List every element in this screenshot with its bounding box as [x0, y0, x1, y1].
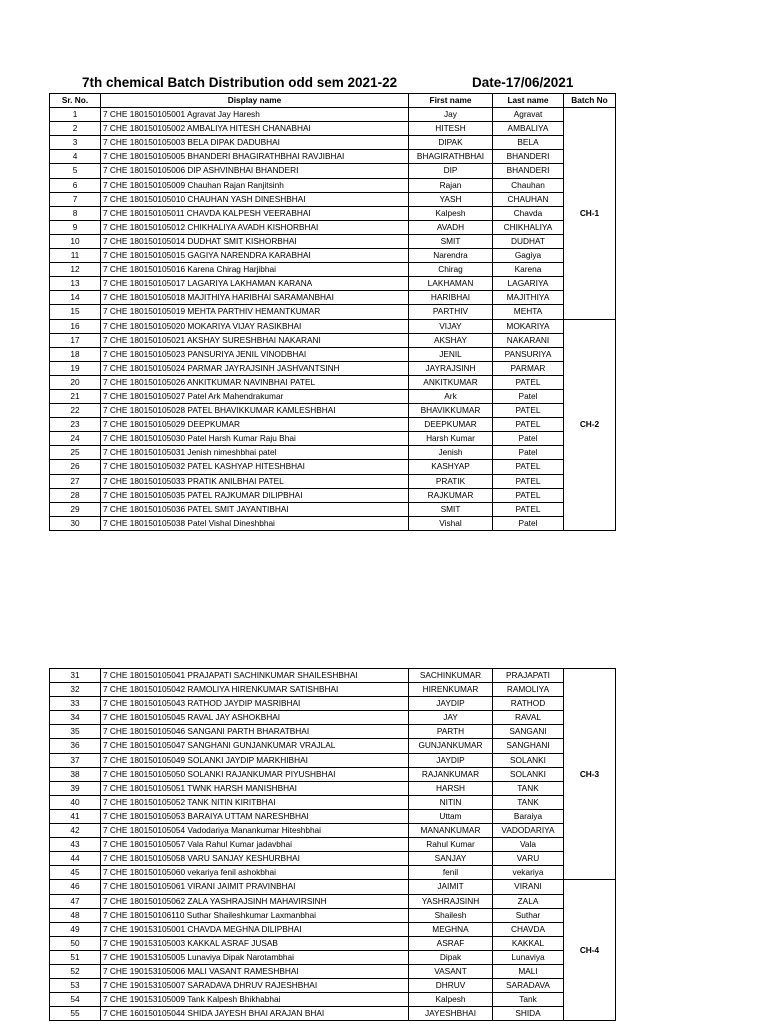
display-name-cell: 7 CHE 180150105052 TANK NITIN KIRITBHAI — [101, 795, 409, 809]
last-name-cell: vekariya — [493, 866, 564, 880]
display-name-cell: 7 CHE 180150105026 ANKITKUMAR NAVINBHAI PATEL — [101, 375, 409, 389]
first-name-cell: HARIBHAI — [409, 291, 493, 305]
display-name-cell: 7 CHE 180150105062 ZALA YASHRAJSINH MAHAVIRSINH — [101, 894, 409, 908]
last-name-cell: CHAVDA — [493, 922, 564, 936]
display-name-cell: 7 CHE 180150105049 SOLANKI JAYDIP MARKHIBHAI — [101, 753, 409, 767]
first-name-cell: HITESH — [409, 122, 493, 136]
serial-number-cell: 32 — [50, 683, 101, 697]
table-row — [50, 908, 616, 922]
display-name-cell: 7 CHE 180150105051 TWNK HARSH MANISHBHAI — [101, 781, 409, 795]
last-name-cell: AMBALIYA — [493, 122, 564, 136]
serial-number-cell: 2 — [50, 122, 101, 136]
last-name-cell: PATEL — [493, 488, 564, 502]
serial-number-cell: 28 — [50, 488, 101, 502]
last-name-cell: CHAUHAN — [493, 192, 564, 206]
serial-number-cell: 29 — [50, 502, 101, 516]
table-row — [50, 795, 616, 809]
last-name-cell: Gagiya — [493, 249, 564, 263]
first-name-cell: AVADH — [409, 220, 493, 234]
first-name-cell: HIRENKUMAR — [409, 683, 493, 697]
first-name-cell: GUNJANKUMAR — [409, 739, 493, 753]
first-name-cell: BHAVIKKUMAR — [409, 404, 493, 418]
table-row — [50, 697, 616, 711]
display-name-cell: 7 CHE 180150105011 CHAVDA KALPESH VEERABHAI — [101, 206, 409, 220]
last-name-cell: SHIDA — [493, 1007, 564, 1021]
display-name-cell: 7 CHE 180150105027 Patel Ark Mahendrakumar — [101, 389, 409, 403]
table-row — [50, 446, 616, 460]
display-name-cell: 7 CHE 180150105033 PRATIK ANILBHAI PATEL — [101, 474, 409, 488]
table-row — [50, 249, 616, 263]
display-name-cell: 7 CHE 180150105061 VIRANI JAIMIT PRAVINBHAI — [101, 880, 409, 894]
table-row — [50, 291, 616, 305]
table-row — [50, 894, 616, 908]
last-name-cell: ZALA — [493, 894, 564, 908]
first-name-cell: DEEPKUMAR — [409, 418, 493, 432]
batch-number-cell: CH-1 — [564, 108, 616, 319]
last-name-cell: Vala — [493, 838, 564, 852]
serial-number-cell: 42 — [50, 824, 101, 838]
table-row — [50, 979, 616, 993]
last-name-cell: VIRANI — [493, 880, 564, 894]
display-name-cell: 7 CHE 190153105003 KAKKAL ASRAF JUSAB — [101, 936, 409, 950]
display-name-cell: 7 CHE 180150105010 CHAUHAN YASH DINESHBHAI — [101, 192, 409, 206]
display-name-cell: 7 CHE 180150105029 DEEPKUMAR — [101, 418, 409, 432]
serial-number-cell: 30 — [50, 516, 101, 530]
batch-table-1 — [49, 93, 616, 531]
table-row — [50, 922, 616, 936]
last-name-cell: NAKARANI — [493, 333, 564, 347]
first-name-cell: BHAGIRATHBHAI — [409, 150, 493, 164]
display-name-cell: 7 CHE 180150105032 PATEL KASHYAP HITESHBHAI — [101, 460, 409, 474]
display-name-cell: 7 CHE 180150105015 GAGIYA NARENDRA KARABHAI — [101, 249, 409, 263]
table-row — [50, 683, 616, 697]
display-name-cell: 7 CHE 180150105046 SANGANI PARTH BHARATBHAI — [101, 725, 409, 739]
display-name-cell: 7 CHE 180150105036 PATEL SMIT JAYANTIBHAI — [101, 502, 409, 516]
display-name-cell: 7 CHE 180150105002 AMBALIYA HITESH CHANABHAI — [101, 122, 409, 136]
table-row — [50, 866, 616, 880]
first-name-cell: Narendra — [409, 249, 493, 263]
batch-number-cell: CH-4 — [564, 880, 616, 1021]
serial-number-cell: 36 — [50, 739, 101, 753]
table-row — [50, 516, 616, 530]
last-name-cell: MOKARIYA — [493, 319, 564, 333]
last-name-cell: PRAJAPATI — [493, 669, 564, 683]
batch-number-cell: CH-2 — [564, 319, 616, 530]
first-name-cell: Jay — [409, 108, 493, 122]
table-row — [50, 460, 616, 474]
serial-number-cell: 50 — [50, 936, 101, 950]
last-name-cell: PATEL — [493, 502, 564, 516]
first-name-cell: Chirag — [409, 263, 493, 277]
first-name-cell: Dipak — [409, 950, 493, 964]
display-name-cell: 7 CHE 180150105035 PATEL RAJKUMAR DILIPBHAI — [101, 488, 409, 502]
serial-number-cell: 7 — [50, 192, 101, 206]
table-row — [50, 993, 616, 1007]
last-name-cell: PARMAR — [493, 361, 564, 375]
serial-number-cell: 16 — [50, 319, 101, 333]
table-header-row — [50, 94, 616, 108]
first-name-cell: DIPAK — [409, 136, 493, 150]
display-name-cell: 7 CHE 180150105018 MAJITHIYA HARIBHAI SARAMANBHAI — [101, 291, 409, 305]
first-name-cell: NITIN — [409, 795, 493, 809]
table-row — [50, 852, 616, 866]
serial-number-cell: 6 — [50, 178, 101, 192]
table-row — [50, 753, 616, 767]
serial-number-cell: 55 — [50, 1007, 101, 1021]
first-name-cell: Jenish — [409, 446, 493, 460]
serial-number-cell: 11 — [50, 249, 101, 263]
first-name-cell: DHRUV — [409, 979, 493, 993]
table-row — [50, 767, 616, 781]
last-name-cell: PATEL — [493, 474, 564, 488]
display-name-cell: 7 CHE 180150105014 DUDHAT SMIT KISHORBHAI — [101, 234, 409, 248]
last-name-cell: KAKKAL — [493, 936, 564, 950]
serial-number-cell: 14 — [50, 291, 101, 305]
table-row — [50, 488, 616, 502]
display-name-cell: 7 CHE 180150105030 Patel Harsh Kumar Raju Bhai — [101, 432, 409, 446]
display-name-cell: 7 CHE 180150105060 vekariya fenil ashokbhai — [101, 866, 409, 880]
table-row — [50, 880, 616, 894]
table-row — [50, 964, 616, 978]
display-name-cell: 7 CHE 180150105050 SOLANKI RAJANKUMAR PIYUSHBHAI — [101, 767, 409, 781]
display-name-cell: 7 CHE 180150105009 Chauhan Rajan Ranjitsinh — [101, 178, 409, 192]
display-name-cell: 7 CHE 180150105024 PARMAR JAYRAJSINH JASHVANTSINH — [101, 361, 409, 375]
last-name-cell: Baraiya — [493, 809, 564, 823]
display-name-cell: 7 CHE 180150105003 BELA DIPAK DADUBHAI — [101, 136, 409, 150]
last-name-cell: SOLANKI — [493, 767, 564, 781]
table-row — [50, 150, 616, 164]
serial-number-cell: 10 — [50, 234, 101, 248]
display-name-cell: 7 CHE 180150105020 MOKARIYA VIJAY RASIKBHAI — [101, 319, 409, 333]
serial-number-cell: 33 — [50, 697, 101, 711]
first-name-cell: PRATIK — [409, 474, 493, 488]
serial-number-cell: 22 — [50, 404, 101, 418]
last-name-cell: BELA — [493, 136, 564, 150]
first-name-cell: JENIL — [409, 347, 493, 361]
table-row — [50, 333, 616, 347]
last-name-cell: MEHTA — [493, 305, 564, 319]
serial-number-cell: 35 — [50, 725, 101, 739]
table-row — [50, 305, 616, 319]
serial-number-cell: 17 — [50, 333, 101, 347]
first-name-cell: PARTHIV — [409, 305, 493, 319]
last-name-cell: PATEL — [493, 404, 564, 418]
display-name-cell: 7 CHE 180150105041 PRAJAPATI SACHINKUMAR SHAILESHBHAI — [101, 669, 409, 683]
first-name-cell: Uttam — [409, 809, 493, 823]
first-name-cell: Ark — [409, 389, 493, 403]
last-name-cell: BHANDERI — [493, 164, 564, 178]
serial-number-cell: 34 — [50, 711, 101, 725]
serial-number-cell: 46 — [50, 880, 101, 894]
table-row — [50, 711, 616, 725]
display-name-cell: 7 CHE 190153105009 Tank Kalpesh Bhikhabhai — [101, 993, 409, 1007]
serial-number-cell: 45 — [50, 866, 101, 880]
serial-number-cell: 25 — [50, 446, 101, 460]
table-row — [50, 404, 616, 418]
table-row — [50, 164, 616, 178]
serial-number-cell: 13 — [50, 277, 101, 291]
last-name-cell: VARU — [493, 852, 564, 866]
last-name-cell: SARADAVA — [493, 979, 564, 993]
last-name-cell: Agravat — [493, 108, 564, 122]
display-name-cell: 7 CHE 180150105043 RATHOD JAYDIP MASRIBHAI — [101, 697, 409, 711]
serial-number-cell: 19 — [50, 361, 101, 375]
display-name-cell: 7 CHE 180150105058 VARU SANJAY KESHURBHAI — [101, 852, 409, 866]
last-name-cell: PATEL — [493, 418, 564, 432]
table-row — [50, 838, 616, 852]
table-row — [50, 725, 616, 739]
first-name-cell: RAJANKUMAR — [409, 767, 493, 781]
serial-number-cell: 5 — [50, 164, 101, 178]
first-name-cell: AKSHAY — [409, 333, 493, 347]
last-name-cell: RAMOLIYA — [493, 683, 564, 697]
display-name-cell: 7 CHE 180150105023 PANSURIYA JENIL VINODBHAI — [101, 347, 409, 361]
serial-number-cell: 1 — [50, 108, 101, 122]
last-name-cell: Patel — [493, 432, 564, 446]
display-name-cell: 7 CHE 190153105001 CHAVDA MEGHNA DILIPBHAI — [101, 922, 409, 936]
table-row — [50, 950, 616, 964]
last-name-cell: SANGHANI — [493, 739, 564, 753]
display-name-cell: 7 CHE 180150106110 Suthar Shaileshkumar Laxmanbhai — [101, 908, 409, 922]
table-row — [50, 809, 616, 823]
last-name-cell: CHIKHALIYA — [493, 220, 564, 234]
serial-number-cell: 9 — [50, 220, 101, 234]
first-name-cell: Harsh Kumar — [409, 432, 493, 446]
serial-number-cell: 53 — [50, 979, 101, 993]
serial-number-cell: 26 — [50, 460, 101, 474]
first-name-cell: Rajan — [409, 178, 493, 192]
last-name-cell: Chavda — [493, 206, 564, 220]
first-name-cell: RAJKUMAR — [409, 488, 493, 502]
last-name-cell: TANK — [493, 795, 564, 809]
table-row — [50, 319, 616, 333]
serial-number-cell: 23 — [50, 418, 101, 432]
last-name-cell: Patel — [493, 516, 564, 530]
display-name-cell: 7 CHE 180150105045 RAVAL JAY ASHOKBHAI — [101, 711, 409, 725]
display-name-cell: 7 CHE 180150105042 RAMOLIYA HIRENKUMAR SATISHBHAI — [101, 683, 409, 697]
serial-number-cell: 40 — [50, 795, 101, 809]
table-row — [50, 136, 616, 150]
serial-number-cell: 8 — [50, 206, 101, 220]
last-name-cell: PATEL — [493, 375, 564, 389]
batch-table-2 — [49, 668, 616, 1021]
serial-number-cell: 37 — [50, 753, 101, 767]
display-name-cell: 7 CHE 180150105012 CHIKHALIYA AVADH KISHORBHAI — [101, 220, 409, 234]
table-row — [50, 263, 616, 277]
last-name-cell: PANSURIYA — [493, 347, 564, 361]
table-row — [50, 361, 616, 375]
first-name-cell: PARTH — [409, 725, 493, 739]
table-row — [50, 432, 616, 446]
display-name-cell: 7 CHE 190153105005 Lunaviya Dipak Narotambhai — [101, 950, 409, 964]
first-name-cell: DIP — [409, 164, 493, 178]
display-name-cell: 7 CHE 180150105006 DIP ASHVINBHAI BHANDERI — [101, 164, 409, 178]
first-name-cell: MEGHNA — [409, 922, 493, 936]
serial-number-cell: 18 — [50, 347, 101, 361]
table-row — [50, 781, 616, 795]
last-name-cell: Karena — [493, 263, 564, 277]
display-name-cell: 7 CHE 180150105047 SANGHANI GUNJANKUMAR VRAJLAL — [101, 739, 409, 753]
table-row — [50, 375, 616, 389]
display-name-cell: 7 CHE 180150105038 Patel Vishal Dineshbhai — [101, 516, 409, 530]
display-name-cell: 7 CHE 180150105057 Vala Rahul Kumar jadavbhai — [101, 838, 409, 852]
last-name-cell: SANGANI — [493, 725, 564, 739]
serial-number-cell: 47 — [50, 894, 101, 908]
table-row — [50, 418, 616, 432]
display-name-cell: 7 CHE 180150105005 BHANDERI BHAGIRATHBHAI RAVJIBHAI — [101, 150, 409, 164]
first-name-cell: JAYRAJSINH — [409, 361, 493, 375]
first-name-cell: SACHINKUMAR — [409, 669, 493, 683]
table-row — [50, 1007, 616, 1021]
display-name-cell: 7 CHE 180150105021 AKSHAY SURESHBHAI NAKARANI — [101, 333, 409, 347]
serial-number-cell: 41 — [50, 809, 101, 823]
display-name-cell: 7 CHE 180150105001 Agravat Jay Haresh — [101, 108, 409, 122]
serial-number-cell: 24 — [50, 432, 101, 446]
first-name-cell: Rahul Kumar — [409, 838, 493, 852]
serial-number-cell: 52 — [50, 964, 101, 978]
serial-number-cell: 27 — [50, 474, 101, 488]
column-header-last-name: Last name — [493, 94, 564, 108]
column-header-sr-no: Sr. No. — [50, 94, 101, 108]
first-name-cell: SMIT — [409, 234, 493, 248]
first-name-cell: JAYDIP — [409, 753, 493, 767]
first-name-cell: SANJAY — [409, 852, 493, 866]
table-row — [50, 739, 616, 753]
first-name-cell: LAKHAMAN — [409, 277, 493, 291]
first-name-cell: ANKITKUMAR — [409, 375, 493, 389]
column-header-batch-no: Batch No — [564, 94, 616, 108]
column-header-display-name: Display name — [101, 94, 409, 108]
display-name-cell: 7 CHE 160150105044 SHIDA JAYESH BHAI ARAJAN BHAI — [101, 1007, 409, 1021]
table-row — [50, 206, 616, 220]
serial-number-cell: 51 — [50, 950, 101, 964]
first-name-cell: Vishal — [409, 516, 493, 530]
first-name-cell: SMIT — [409, 502, 493, 516]
last-name-cell: MAJITHIYA — [493, 291, 564, 305]
table-row — [50, 220, 616, 234]
document-title: 7th chemical Batch Distribution odd sem 2021-22 — [82, 75, 398, 90]
last-name-cell: TANK — [493, 781, 564, 795]
table-row — [50, 234, 616, 248]
first-name-cell: KASHYAP — [409, 460, 493, 474]
serial-number-cell: 43 — [50, 838, 101, 852]
first-name-cell: ASRAF — [409, 936, 493, 950]
first-name-cell: JAIMIT — [409, 880, 493, 894]
last-name-cell: Suthar — [493, 908, 564, 922]
display-name-cell: 7 CHE 190153105006 MALI VASANT RAMESHBHAI — [101, 964, 409, 978]
serial-number-cell: 4 — [50, 150, 101, 164]
column-header-first-name: First name — [409, 94, 493, 108]
first-name-cell: VIJAY — [409, 319, 493, 333]
serial-number-cell: 3 — [50, 136, 101, 150]
first-name-cell: YASH — [409, 192, 493, 206]
last-name-cell: DUDHAT — [493, 234, 564, 248]
table-row — [50, 824, 616, 838]
last-name-cell: SOLANKI — [493, 753, 564, 767]
last-name-cell: Patel — [493, 389, 564, 403]
display-name-cell: 7 CHE 180150105028 PATEL BHAVIKKUMAR KAMLESHBHAI — [101, 404, 409, 418]
serial-number-cell: 39 — [50, 781, 101, 795]
display-name-cell: 7 CHE 180150105017 LAGARIYA LAKHAMAN KARANA — [101, 277, 409, 291]
display-name-cell: 7 CHE 190153105007 SARADAVA DHRUV RAJESHBHAI — [101, 979, 409, 993]
first-name-cell: MANANKUMAR — [409, 824, 493, 838]
table-row — [50, 122, 616, 136]
table-row — [50, 178, 616, 192]
display-name-cell: 7 CHE 180150105016 Karena Chirag Harjibhai — [101, 263, 409, 277]
first-name-cell: JAY — [409, 711, 493, 725]
last-name-cell: LAGARIYA — [493, 277, 564, 291]
serial-number-cell: 21 — [50, 389, 101, 403]
batch-number-cell: CH-3 — [564, 669, 616, 880]
display-name-cell: 7 CHE 180150105053 BARAIYA UTTAM NARESHBHAI — [101, 809, 409, 823]
table-row — [50, 347, 616, 361]
last-name-cell: Chauhan — [493, 178, 564, 192]
last-name-cell: RAVAL — [493, 711, 564, 725]
last-name-cell: BHANDERI — [493, 150, 564, 164]
serial-number-cell: 48 — [50, 908, 101, 922]
serial-number-cell: 38 — [50, 767, 101, 781]
table-row — [50, 474, 616, 488]
first-name-cell: YASHRAJSINH — [409, 894, 493, 908]
first-name-cell: VASANT — [409, 964, 493, 978]
first-name-cell: Shailesh — [409, 908, 493, 922]
first-name-cell: JAYESHBHAI — [409, 1007, 493, 1021]
first-name-cell: Kalpesh — [409, 206, 493, 220]
first-name-cell: JAYDIP — [409, 697, 493, 711]
document-date: Date-17/06/2021 — [472, 75, 574, 90]
serial-number-cell: 49 — [50, 922, 101, 936]
serial-number-cell: 44 — [50, 852, 101, 866]
table-row — [50, 108, 616, 122]
last-name-cell: RATHOD — [493, 697, 564, 711]
last-name-cell: Lunaviya — [493, 950, 564, 964]
serial-number-cell: 31 — [50, 669, 101, 683]
serial-number-cell: 15 — [50, 305, 101, 319]
table-row — [50, 277, 616, 291]
table-row — [50, 502, 616, 516]
last-name-cell: MALI — [493, 964, 564, 978]
first-name-cell: HARSH — [409, 781, 493, 795]
display-name-cell: 7 CHE 180150105054 Vadodariya Manankumar Hiteshbhai — [101, 824, 409, 838]
last-name-cell: VADODARIYA — [493, 824, 564, 838]
display-name-cell: 7 CHE 180150105019 MEHTA PARTHIV HEMANTKUMAR — [101, 305, 409, 319]
display-name-cell: 7 CHE 180150105031 Jenish nimeshbhai patel — [101, 446, 409, 460]
last-name-cell: Tank — [493, 993, 564, 1007]
first-name-cell: Kalpesh — [409, 993, 493, 1007]
table-row — [50, 389, 616, 403]
serial-number-cell: 54 — [50, 993, 101, 1007]
serial-number-cell: 20 — [50, 375, 101, 389]
last-name-cell: PATEL — [493, 460, 564, 474]
serial-number-cell: 12 — [50, 263, 101, 277]
table-row — [50, 669, 616, 683]
table-row — [50, 936, 616, 950]
first-name-cell: fenil — [409, 866, 493, 880]
table-row — [50, 192, 616, 206]
last-name-cell: Patel — [493, 446, 564, 460]
